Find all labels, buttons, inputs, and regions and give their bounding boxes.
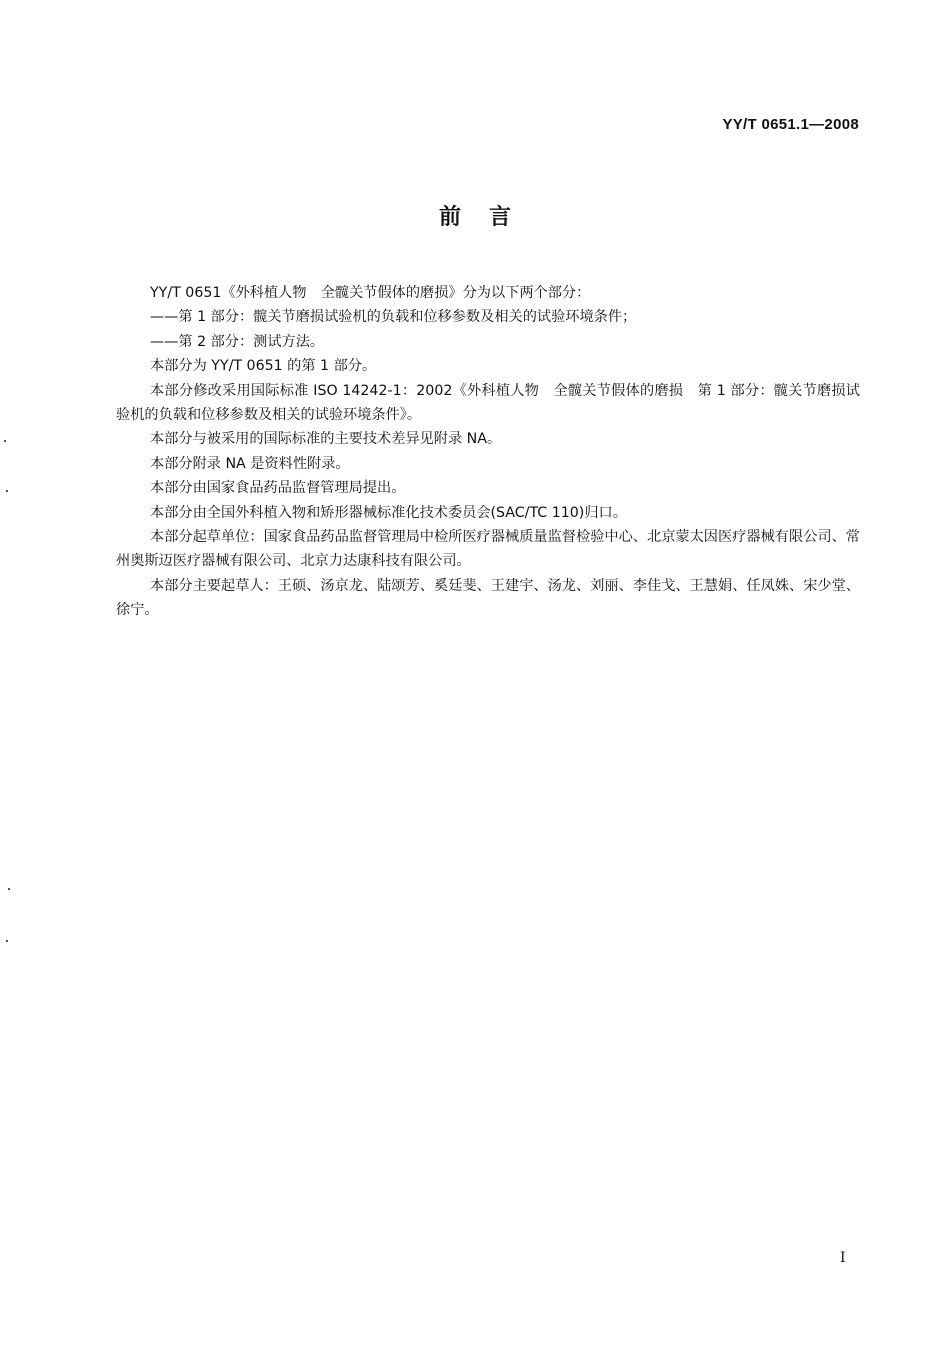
paragraph: 本部分主要起草人：王硕、汤京龙、陆颂芳、奚廷斐、王建宇、汤龙、刘丽、李佳戈、王慧娟、任凤姝、宋少堂、徐宁。	[116, 577, 860, 619]
paragraph: ——第 1 部分：髋关节磨损试验机的负载和位移参数及相关的试验环境条件；	[150, 309, 637, 326]
paragraph: YY/T 0651《外科植人物 全髋关节假体的磨损》分为以下两个部分：	[150, 285, 591, 301]
scan-speck	[6, 490, 8, 492]
paragraph: 本部分起草单位：国家食品药品监督管理局中检所医疗器械质量监督检验中心、北京蒙太因医疗器械有限公司、常州奥斯迈医疗器械有限公司、北京力达康科技有限公司。	[116, 529, 860, 570]
paragraph: 本部分由国家食品药品监督管理局提出。	[150, 480, 406, 497]
paragraph: ——第 2 部分：测试方法。	[150, 333, 325, 350]
paragraph: 本部分为 YY/T 0651 的第 1 部分。	[150, 358, 377, 375]
paragraph: 本部分修改采用国际标准 ISO 14242-1：2002《外科植人物 全髋关节假体的磨损 第 1 部分：髋关节磨损试验机的负载和位移参数及相关的试验环境条件》。	[116, 382, 860, 424]
foreword-body	[116, 281, 860, 623]
page-title: 前言	[438, 205, 539, 230]
paragraph: 本部分与被采用的国际标准的主要技术差异见附录 NA。	[150, 431, 502, 448]
paragraph: 本部分由全国外科植入物和矫形器械标准化技术委员会(SAC/TC 110)归口。	[150, 504, 627, 521]
scan-speck	[4, 440, 6, 442]
scan-speck	[6, 940, 8, 942]
page-number: I	[840, 1250, 846, 1266]
paragraph: 本部分附录 NA 是资料性附录。	[150, 455, 350, 472]
scan-speck	[8, 888, 10, 890]
document-code: YY/T 0651.1—2008	[722, 116, 859, 133]
